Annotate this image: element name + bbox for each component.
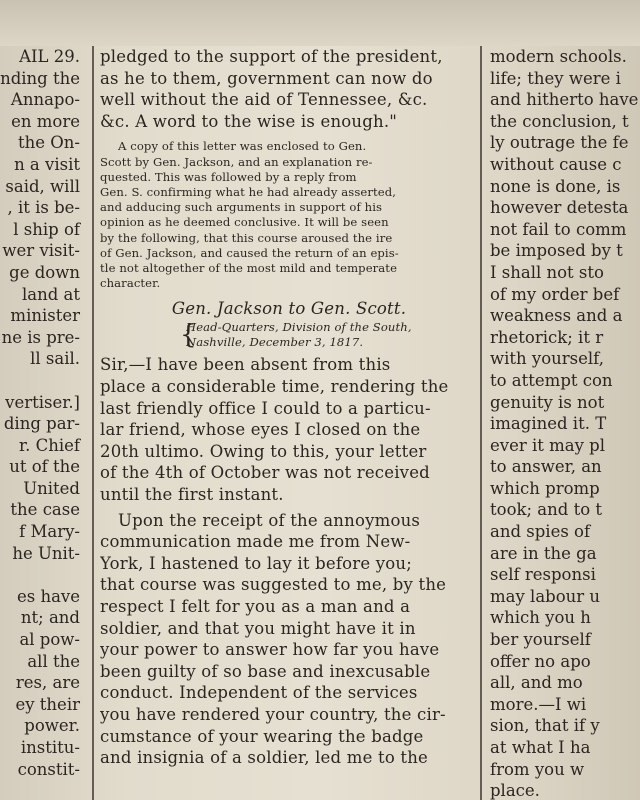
text-line: ne is pre-	[1, 327, 80, 347]
text-line: to answer, an	[490, 457, 602, 477]
text-line: he Unit-	[12, 543, 80, 563]
text-line: vertiser.]	[5, 392, 80, 412]
text-line: wer visit-	[2, 241, 80, 261]
text-line: modern schools.	[490, 47, 627, 66]
right-column	[486, 46, 640, 800]
text-line: weakness and a	[490, 306, 623, 326]
text-line: place a considerable time, rendering the	[100, 377, 449, 396]
text-line: and spies of	[490, 522, 591, 542]
text-line: the conclusion, t	[490, 111, 629, 131]
text-line: land at	[21, 284, 80, 304]
text-line: pledged to the support of the president,	[100, 47, 443, 66]
text-line: Upon the receipt of the annoymous	[118, 510, 421, 530]
text-line: all, and mo	[490, 673, 583, 693]
text-line: with yourself,	[490, 349, 604, 369]
column-rule-right	[480, 46, 482, 800]
text-line: which promp	[490, 478, 600, 498]
text-line: nt; and	[20, 608, 80, 628]
text-line	[0, 564, 84, 586]
text-line: took; and to t	[490, 500, 603, 520]
text-line: that course was suggested to me, by the	[100, 575, 447, 595]
text-line: imagined it. T	[490, 414, 607, 434]
text-line: Scott by Gen. Jackson, and an explanation re-	[100, 154, 373, 169]
text-line: ll sail.	[30, 349, 80, 369]
dateline-line: Head-Quarters, Division of the South,	[186, 320, 412, 334]
text-line: place.	[490, 781, 540, 800]
text-line: constit-	[17, 759, 80, 779]
text-line: however detesta	[490, 198, 629, 218]
editorial-note	[100, 139, 478, 291]
text-line: ding par-	[3, 414, 80, 434]
text-line: to attempt con	[490, 370, 613, 390]
text-line: r. Chief	[19, 435, 80, 455]
text-line: rhetorick; it r	[490, 327, 604, 347]
column-rule-left	[92, 46, 94, 800]
text-line: nding the	[0, 68, 80, 88]
text-line: cumstance of your wearing the badge	[100, 726, 424, 746]
left-column	[0, 46, 84, 800]
text-line: the case	[10, 500, 80, 520]
text-line: soldier, and that you might have it in	[100, 618, 416, 638]
text-line: Sir,—I have been absent from this	[100, 355, 391, 375]
text-line: of the 4th of October was not received	[100, 463, 430, 483]
text-line: ey their	[15, 694, 80, 714]
text-line: without cause c	[490, 154, 622, 174]
brace-glyph: {	[180, 320, 197, 350]
text-line: last friendly office I could to a particu-	[100, 398, 431, 418]
text-line: l ship of	[13, 219, 80, 239]
text-line: ly outrage the fe	[490, 133, 629, 153]
text-line: which you h	[490, 608, 591, 628]
text-line: more.—I wi	[490, 694, 587, 714]
text-line: minister	[10, 306, 80, 326]
text-line: until the first instant.	[100, 484, 284, 504]
text-line: all the	[27, 651, 80, 671]
text-line: ge down	[9, 262, 80, 282]
text-line: I shall not sto	[490, 262, 604, 282]
text-line: opinion as he deemed conclusive. It will be seen	[100, 215, 389, 230]
text-line: ut of the	[9, 457, 80, 477]
page-top-edge	[0, 0, 640, 46]
text-line: as he to them, government can now do	[100, 68, 433, 88]
text-line: power.	[24, 716, 80, 736]
text-line: res, are	[15, 673, 80, 693]
text-line: by the following, that this course aroused the ire	[100, 230, 393, 245]
text-line: said, will	[5, 176, 80, 196]
text-line: York, I hastened to lay it before you;	[100, 553, 413, 573]
text-line: &c. A word to the wise is enough."	[100, 111, 398, 131]
text-line: and insignia of a soldier, led me to the	[100, 748, 429, 768]
text-line: al pow-	[19, 630, 80, 650]
letter-heading: Gen. Jackson to Gen. Scott.	[171, 299, 407, 319]
text-line: , it is be-	[7, 198, 80, 218]
text-line: are in the ga	[490, 543, 597, 563]
text-line: offer no apo	[490, 651, 591, 671]
text-line: character.	[100, 276, 161, 291]
text-line: of Gen. Jackson, and caused the return of an epis-	[100, 245, 399, 260]
text-line: of my order bef	[490, 284, 620, 304]
text-line: Gen. S. confirming what he had already asserted,	[100, 184, 396, 199]
text-line: A copy of this letter was enclosed to Gen.	[118, 139, 367, 154]
intro-paragraph	[100, 46, 478, 132]
text-line: f Mary-	[19, 522, 80, 542]
text-line: ber yourself	[490, 630, 591, 650]
text-line: AIL 29.	[19, 47, 80, 66]
text-line: genuity is not	[490, 392, 605, 412]
letter-paragraph-1	[100, 354, 478, 505]
text-line: not fail to comm	[490, 219, 627, 239]
text-line: tle not altogether of the most mild and temperate	[100, 261, 398, 275]
text-line: en more	[11, 111, 80, 131]
text-line: be imposed by t	[490, 241, 623, 261]
text-line: sion, that if y	[490, 716, 600, 736]
text-line: es have	[16, 586, 80, 606]
text-line: from you w	[490, 759, 585, 779]
text-line: 20th ultimo. Owing to this, your letter	[100, 441, 427, 461]
text-line: conduct. Independent of the services	[100, 683, 418, 703]
text-line: the On-	[18, 133, 80, 153]
text-line	[0, 370, 84, 392]
text-line: United	[23, 478, 80, 498]
text-line: lar friend, whose eyes I closed on the	[100, 420, 421, 440]
text-line: well without the aid of Tennessee, &c.	[100, 90, 428, 110]
text-line: ever it may pl	[490, 435, 606, 455]
text-line: quested. This was followed by a reply from	[100, 169, 357, 184]
text-line: respect I felt for you as a man and a	[100, 596, 411, 616]
text-line: life; they were i	[490, 68, 621, 88]
text-line: self responsi	[490, 565, 596, 585]
dateline	[100, 320, 478, 350]
text-line: and hitherto have	[490, 90, 639, 110]
middle-column	[100, 46, 478, 800]
text-line: none is done, is	[490, 176, 621, 196]
letter-paragraph-2	[100, 510, 478, 769]
text-line: may labour u	[490, 586, 601, 606]
text-line: your power to answer how far you have	[100, 640, 440, 660]
text-line: Annapo-	[10, 90, 80, 110]
text-line: communication made me from New-	[100, 532, 411, 552]
text-line: and adducing such arguments in support of his	[100, 200, 383, 215]
dateline-line: Nashville, December 3, 1817.	[186, 335, 364, 350]
text-line: institu-	[20, 738, 80, 757]
text-line: n a visit	[14, 154, 80, 174]
text-line: been guilty of so base and inexcusable	[100, 661, 431, 681]
text-line: you have rendered your country, the cir-	[100, 704, 446, 724]
text-line: at what I ha	[490, 738, 591, 757]
